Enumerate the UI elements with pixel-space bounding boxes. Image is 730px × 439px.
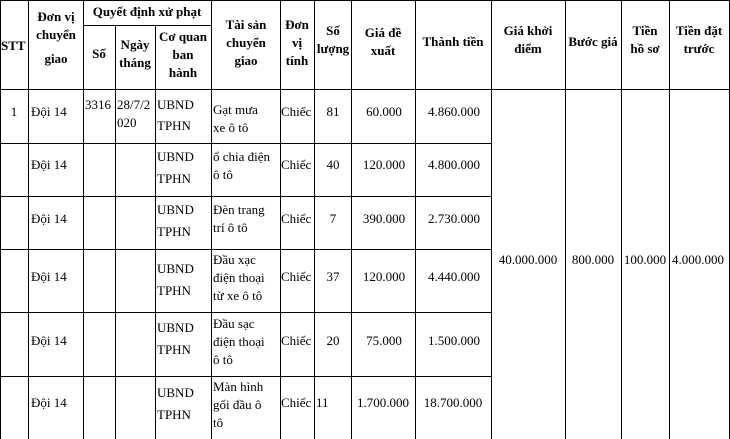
row1-so: 3316 [85,97,111,112]
header-gia-khoi-diem-l1: Giá khởi [503,23,553,38]
row5-thanh-tien: 1.500.000 [428,333,480,348]
row1-stt: 1 [10,104,18,119]
header-tien-ho-so-l2: hồ sơ [630,41,660,56]
row2-tai-san-l1: ổ chia điện [213,149,271,164]
header-tien-ho-so-l1: Tiền [632,23,658,38]
row1-co-quan-l2: TPHN [157,118,191,133]
row1-so-luong: 81 [326,104,340,119]
header-gia-de-xuat-l2: xuất [370,43,396,58]
header-gia-khoi-diem-l2: điểm [514,41,542,56]
row4-co-quan-l2: TPHN [157,283,191,298]
header-tai-san-l2: chuyển [226,35,266,50]
row2-thanh-tien: 4.800.000 [428,157,480,172]
row6-tai-san-l3: tô [213,415,224,430]
row6-co-quan-l1: UBND [157,385,194,400]
row6-don-vi: Đội 14 [31,395,67,410]
row3-gia: 390.000 [362,211,406,226]
row1-don-vi: Đội 14 [31,104,67,119]
row4-tai-san-l1: Đầu xạc [213,252,256,267]
row1-co-quan-l1: UBND [157,97,194,112]
header-co-quan-l3: hành [168,65,198,80]
header-co-quan-l1: Cơ quan [158,29,208,44]
row4-co-quan-l1: UBND [157,261,194,276]
row2-co-quan-l2: TPHN [157,171,191,186]
row4-tai-san-l2: điện thoại [213,270,265,285]
header-buoc-gia: Bước giá [568,34,618,49]
row6-tai-san-l1: Màn hình [213,379,264,394]
row6-tai-san-l2: gối đầu ô [213,397,262,412]
header-tien-dat-truoc-l2: trước [683,41,715,56]
row3-tai-san-l2: trí ô tô [213,220,248,235]
header-ngay-l1: Ngày [120,37,150,52]
row1-ngay-l2: 020 [117,115,137,130]
gia-khoi-diem-value: 40.000.000 [498,252,558,267]
header-dvt-l1: Đơn [285,17,309,32]
row5-so-luong: 20 [326,333,340,348]
row2-tai-san-l2: ô tô [213,167,233,182]
row5-dvt: Chiếc [281,333,312,348]
row1-gia: 60.000 [366,104,402,119]
row5-don-vi: Đội 14 [31,333,67,348]
row6-so-luong: 11 [316,395,329,410]
header-tien-dat-truoc-l1: Tiền đặt [675,23,723,38]
header-gia-de-xuat-l1: Giá đề [364,25,402,40]
row1-tai-san-l1: Gạt mưa [213,102,258,117]
buoc-gia-value: 800.000 [571,252,615,267]
row5-co-quan-l2: TPHN [157,342,191,357]
header-dvt-l2: vị [291,35,303,50]
header-so-luong-l1: Số [326,23,340,38]
header-quyet-dinh: Quyết định xử phạt [92,4,202,19]
header-stt: STT [1,38,26,53]
row2-dvt: Chiếc [281,157,312,172]
row4-don-vi: Đội 14 [31,269,67,284]
row3-co-quan-l1: UBND [157,202,194,217]
row6-dvt: Chiếc [281,395,312,410]
row6-thanh-tien: 18.700.000 [423,395,483,410]
row5-tai-san-l3: ô tô [213,352,233,367]
header-don-vi-l1: Đơn vị [37,9,75,24]
header-thanh-tien: Thành tiền [422,34,484,49]
row4-tai-san-l3: từ xe ô tô [213,288,263,303]
header-don-vi-l3: giao [44,51,68,66]
header-so: Số [92,46,106,61]
row1-tai-san-l2: xe ô tô [213,120,249,135]
row5-tai-san-l1: Đầu sạc [213,316,255,331]
row3-so-luong: 7 [329,211,337,226]
header-tai-san-l1: Tài sản [225,17,267,32]
row4-gia: 120.000 [362,269,406,284]
row3-co-quan-l2: TPHN [157,224,191,239]
row2-so-luong: 40 [326,157,340,172]
header-co-quan-l2: ban [172,47,194,62]
row3-don-vi: Đội 14 [31,211,67,226]
header-so-luong-l2: lượng [316,41,350,56]
row6-gia: 1.700.000 [357,395,409,410]
header-tai-san-l3: giao [234,53,258,68]
row3-tai-san-l1: Đèn trang [213,202,265,217]
row3-thanh-tien: 2.730.000 [428,211,480,226]
header-don-vi-l2: chuyển [36,27,76,42]
header-dvt-l3: tính [285,53,309,68]
row5-co-quan-l1: UBND [157,320,194,335]
row5-gia: 75.000 [366,333,402,348]
row1-ngay-l1: 28/7/2 [117,97,151,112]
row2-co-quan-l1: UBND [157,149,194,164]
row4-thanh-tien: 4.440.000 [428,269,480,284]
row1-thanh-tien: 4.860.000 [428,104,480,119]
row1-dvt: Chiếc [281,104,312,119]
row4-dvt: Chiếc [281,269,312,284]
row2-gia: 120.000 [362,157,406,172]
tien-ho-so-value: 100.000 [623,252,667,267]
row6-co-quan-l2: TPHN [157,407,191,422]
row4-so-luong: 37 [326,269,340,284]
row3-dvt: Chiếc [281,211,312,226]
tien-dat-truoc-value: 4.000.000 [672,252,724,267]
header-ngay-l2: tháng [119,55,151,70]
row5-tai-san-l2: điện thoại [213,334,265,349]
row2-don-vi: Đội 14 [31,157,67,172]
